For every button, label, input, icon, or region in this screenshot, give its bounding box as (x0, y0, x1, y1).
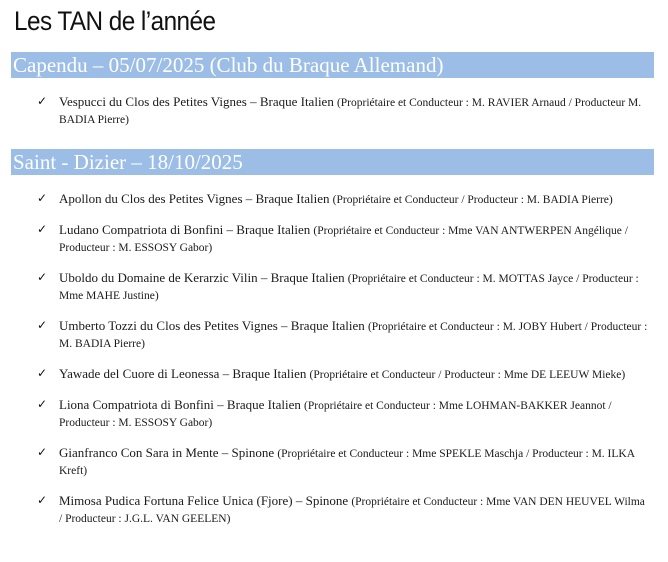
owner-details: (Propriétaire et Conducteur : M. RAVIER Arnaud / Producteur M. BADIA Pierre) (59, 97, 642, 126)
list-item (0, 191, 668, 208)
owner-details: (Propriétaire et Conducteur / Producteur : Mme DE LEEUW Mieke) (309, 369, 626, 381)
dog-name: Ludano Compatriota di Bonfini – Braque Italien (59, 222, 311, 237)
check-icon: ✓ (37, 366, 48, 380)
dog-name: Yawade del Cuore di Leonessa – Braque Italien (59, 366, 307, 381)
list-item (0, 397, 668, 431)
check-icon: ✓ (37, 445, 48, 459)
check-icon: ✓ (37, 397, 48, 411)
list-item (0, 318, 668, 352)
dog-name: Gianfranco Con Sara in Mente – Spinone (59, 445, 275, 460)
owner-details: (Propriétaire et Conducteur / Producteur : M. BADIA Pierre) (332, 194, 613, 206)
dog-name: Uboldo du Domaine de Kerarzic Vilin – Braque Italien (59, 270, 345, 285)
entry-list-capendu (0, 94, 668, 142)
check-icon: ✓ (37, 318, 48, 332)
section-heading-capendu: Capendu – 05/07/2025 (Club du Braque Allemand) (11, 52, 654, 78)
check-icon: ✓ (37, 94, 48, 108)
owner-details: (Propriétaire et Conducteur : Mme VAN DEN HEUVEL Wilma / Producteur : J.G.L. VAN GEELEN) (59, 496, 645, 525)
owner-details: (Propriétaire et Conducteur : Mme SPEKLE Maschja / Producteur : M. ILKA Kreft) (59, 448, 635, 477)
check-icon: ✓ (37, 191, 48, 205)
list-item (0, 270, 668, 304)
owner-details: (Propriétaire et Conducteur : Mme VAN ANTWERPEN Angélique / Producteur : M. ESSOSY Gabor) (59, 225, 628, 254)
list-item (0, 493, 668, 527)
owner-details: (Propriétaire et Conducteur : M. JOBY Hubert / Producteur : M. BADIA Pierre) (59, 321, 648, 350)
list-item (0, 94, 668, 128)
dog-name: Umberto Tozzi du Clos des Petites Vignes – Braque Italien (59, 318, 365, 333)
list-item (0, 366, 668, 383)
entry-list-saint-dizier (0, 191, 668, 541)
page-title: Les TAN de l’année (14, 6, 216, 36)
dog-name: Liona Compatriota di Bonfini – Braque Italien (59, 397, 301, 412)
owner-details: (Propriétaire et Conducteur : M. MOTTAS Jayce / Producteur : Mme MAHE Justine) (59, 273, 639, 302)
owner-details: (Propriétaire et Conducteur : Mme LOHMAN-BAKKER Jeannot / Producteur : M. ESSOSY Gabor) (59, 400, 612, 429)
list-item (0, 222, 668, 256)
list-item (0, 445, 668, 479)
section-heading-saint-dizier: Saint - Dizier – 18/10/2025 (11, 149, 654, 175)
dog-name: Mimosa Pudica Fortuna Felice Unica (Fjore) – Spinone (59, 493, 349, 508)
check-icon: ✓ (37, 493, 48, 507)
check-icon: ✓ (37, 270, 48, 284)
check-icon: ✓ (37, 222, 48, 236)
dog-name: Apollon du Clos des Petites Vignes – Braque Italien (59, 191, 330, 206)
dog-name: Vespucci du Clos des Petites Vignes – Braque Italien (59, 94, 334, 109)
